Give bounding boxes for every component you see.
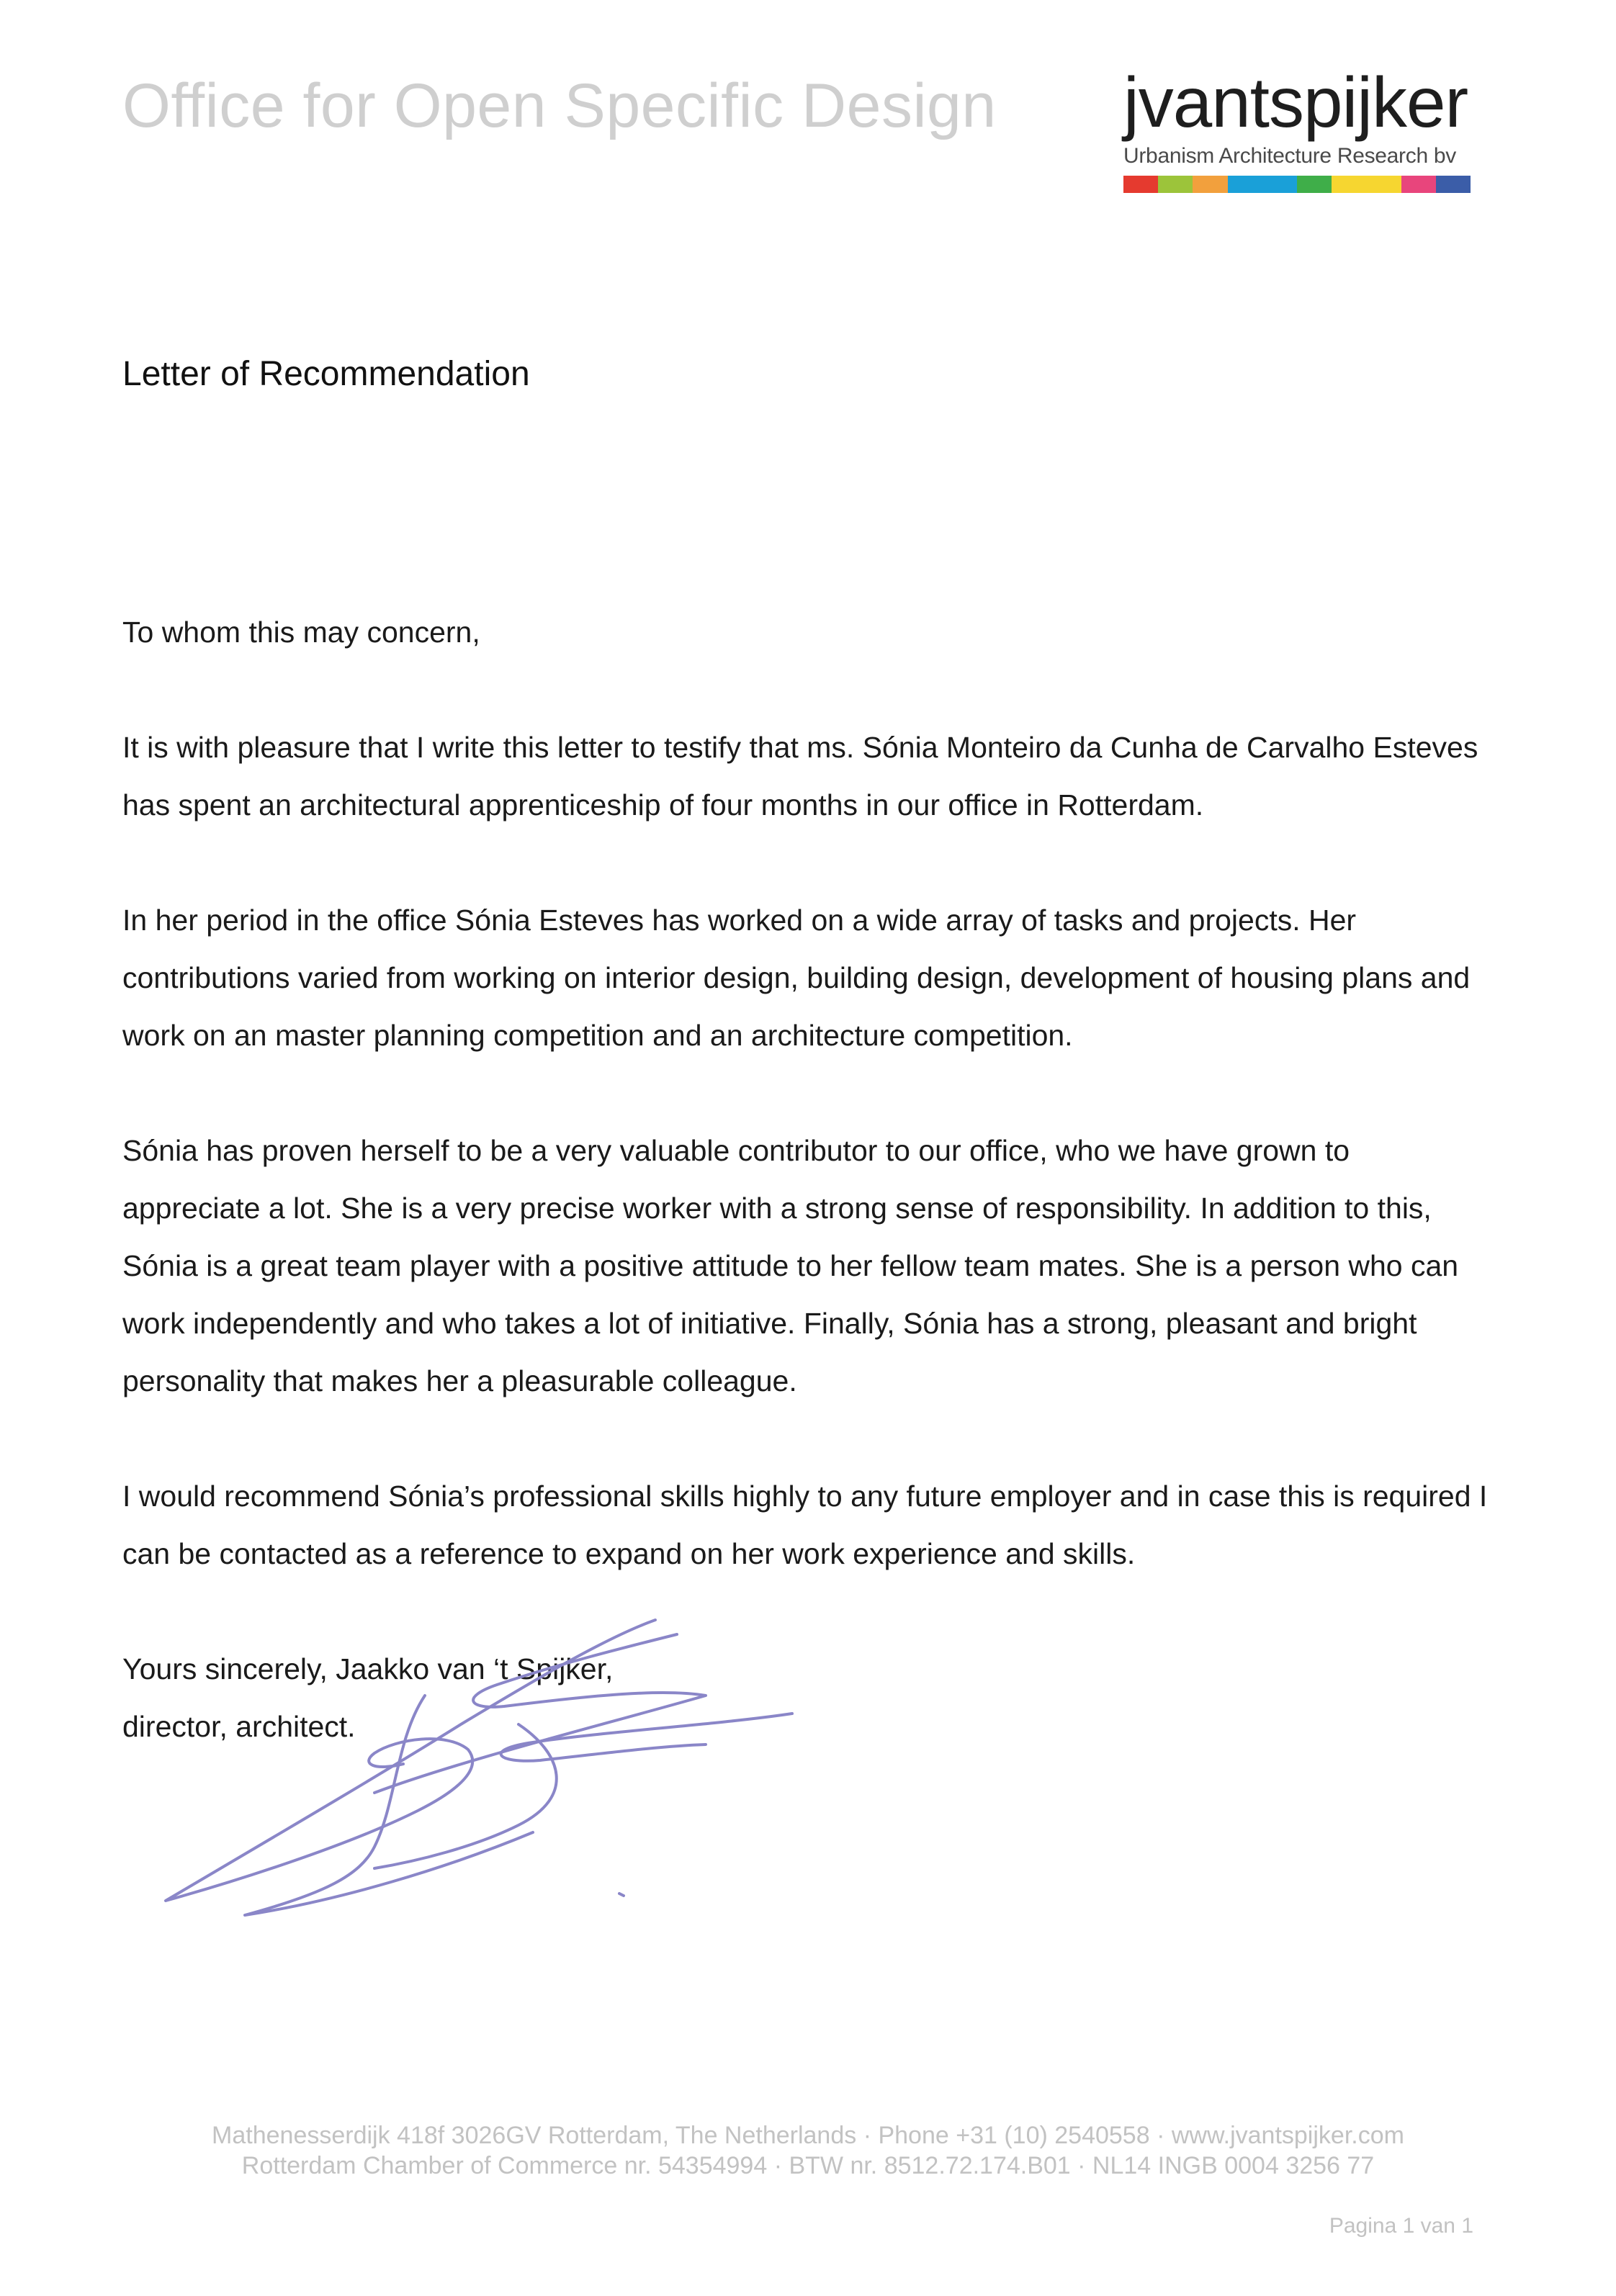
paragraph: It is with pleasure that I write this letter to testify that ms. Sónia Monteiro da Cunha de Carvalho Esteves has spent an architectural apprenticeship of four months in our office in Rotterdam. [122,731,1478,821]
letter-title: Letter of Recommendation [122,355,530,393]
logo-color-stripe [1297,176,1332,193]
logo-color-stripe [1228,176,1262,193]
signatory-title: director, architect. [122,1710,356,1743]
footer [0,2120,1616,2181]
logo-color-stripe [1401,176,1436,193]
logo-color-stripe [1262,176,1297,193]
company-logo [1123,63,1483,193]
logo-color-stripe [1123,176,1158,193]
logo-wordmark: jvantspijker [1123,63,1468,142]
logo-tagline: Urbanism Architecture Research bv [1123,144,1456,168]
footer-registration: Rotterdam Chamber of Commerce nr. 54354994 · BTW nr. 8512.72.174.B01 · NL14 INGB 0004 3256 77 [241,2152,1375,2179]
logo-color-bar [1123,176,1471,193]
logo-color-stripe [1193,176,1227,193]
logo-color-stripe [1436,176,1471,193]
footer-address: Mathenesserdijk 418f 3026GV Rotterdam, The Netherlands · Phone +31 (10) 2540558 · www.jvantspijker.com [212,2122,1404,2149]
logo-color-stripe [1158,176,1193,193]
salutation: To whom this may concern, [122,616,480,649]
paragraph: Sónia has proven herself to be a very valuable contributor to our office, who we have grown to appreciate a lot. She is a very precise worker with a strong sense of responsibility. In addition to this, Sónia is a great team player with a positive attitude to her fellow team mates. She is a person who can work independently and who takes a lot of initiative. Finally, Sónia has a strong, pleasant and bright personality that makes her a pleasurable colleague. [122,1134,1459,1397]
handwritten-signature [158,1616,821,1933]
paragraph: I would recommend Sónia’s professional skills highly to any future employer and in case this is required I can be contacted as a reference to expand on her work experience and skills. [122,1480,1488,1570]
paragraph: In her period in the office Sónia Esteves has worked on a wide array of tasks and projects. Her contributions varied from working on interior design, building design, development of housing plans and work on an master planning competition and an architecture competition. [122,904,1471,1052]
office-name: Office for Open Specific Design [122,71,997,140]
letter-body [122,603,1491,1755]
logo-color-stripe [1332,176,1366,193]
page-number: Pagina 1 van 1 [1329,2214,1473,2238]
logo-color-stripe [1366,176,1401,193]
closing-line: Yours sincerely, Jaakko van ‘t Spijker, [122,1652,614,1685]
